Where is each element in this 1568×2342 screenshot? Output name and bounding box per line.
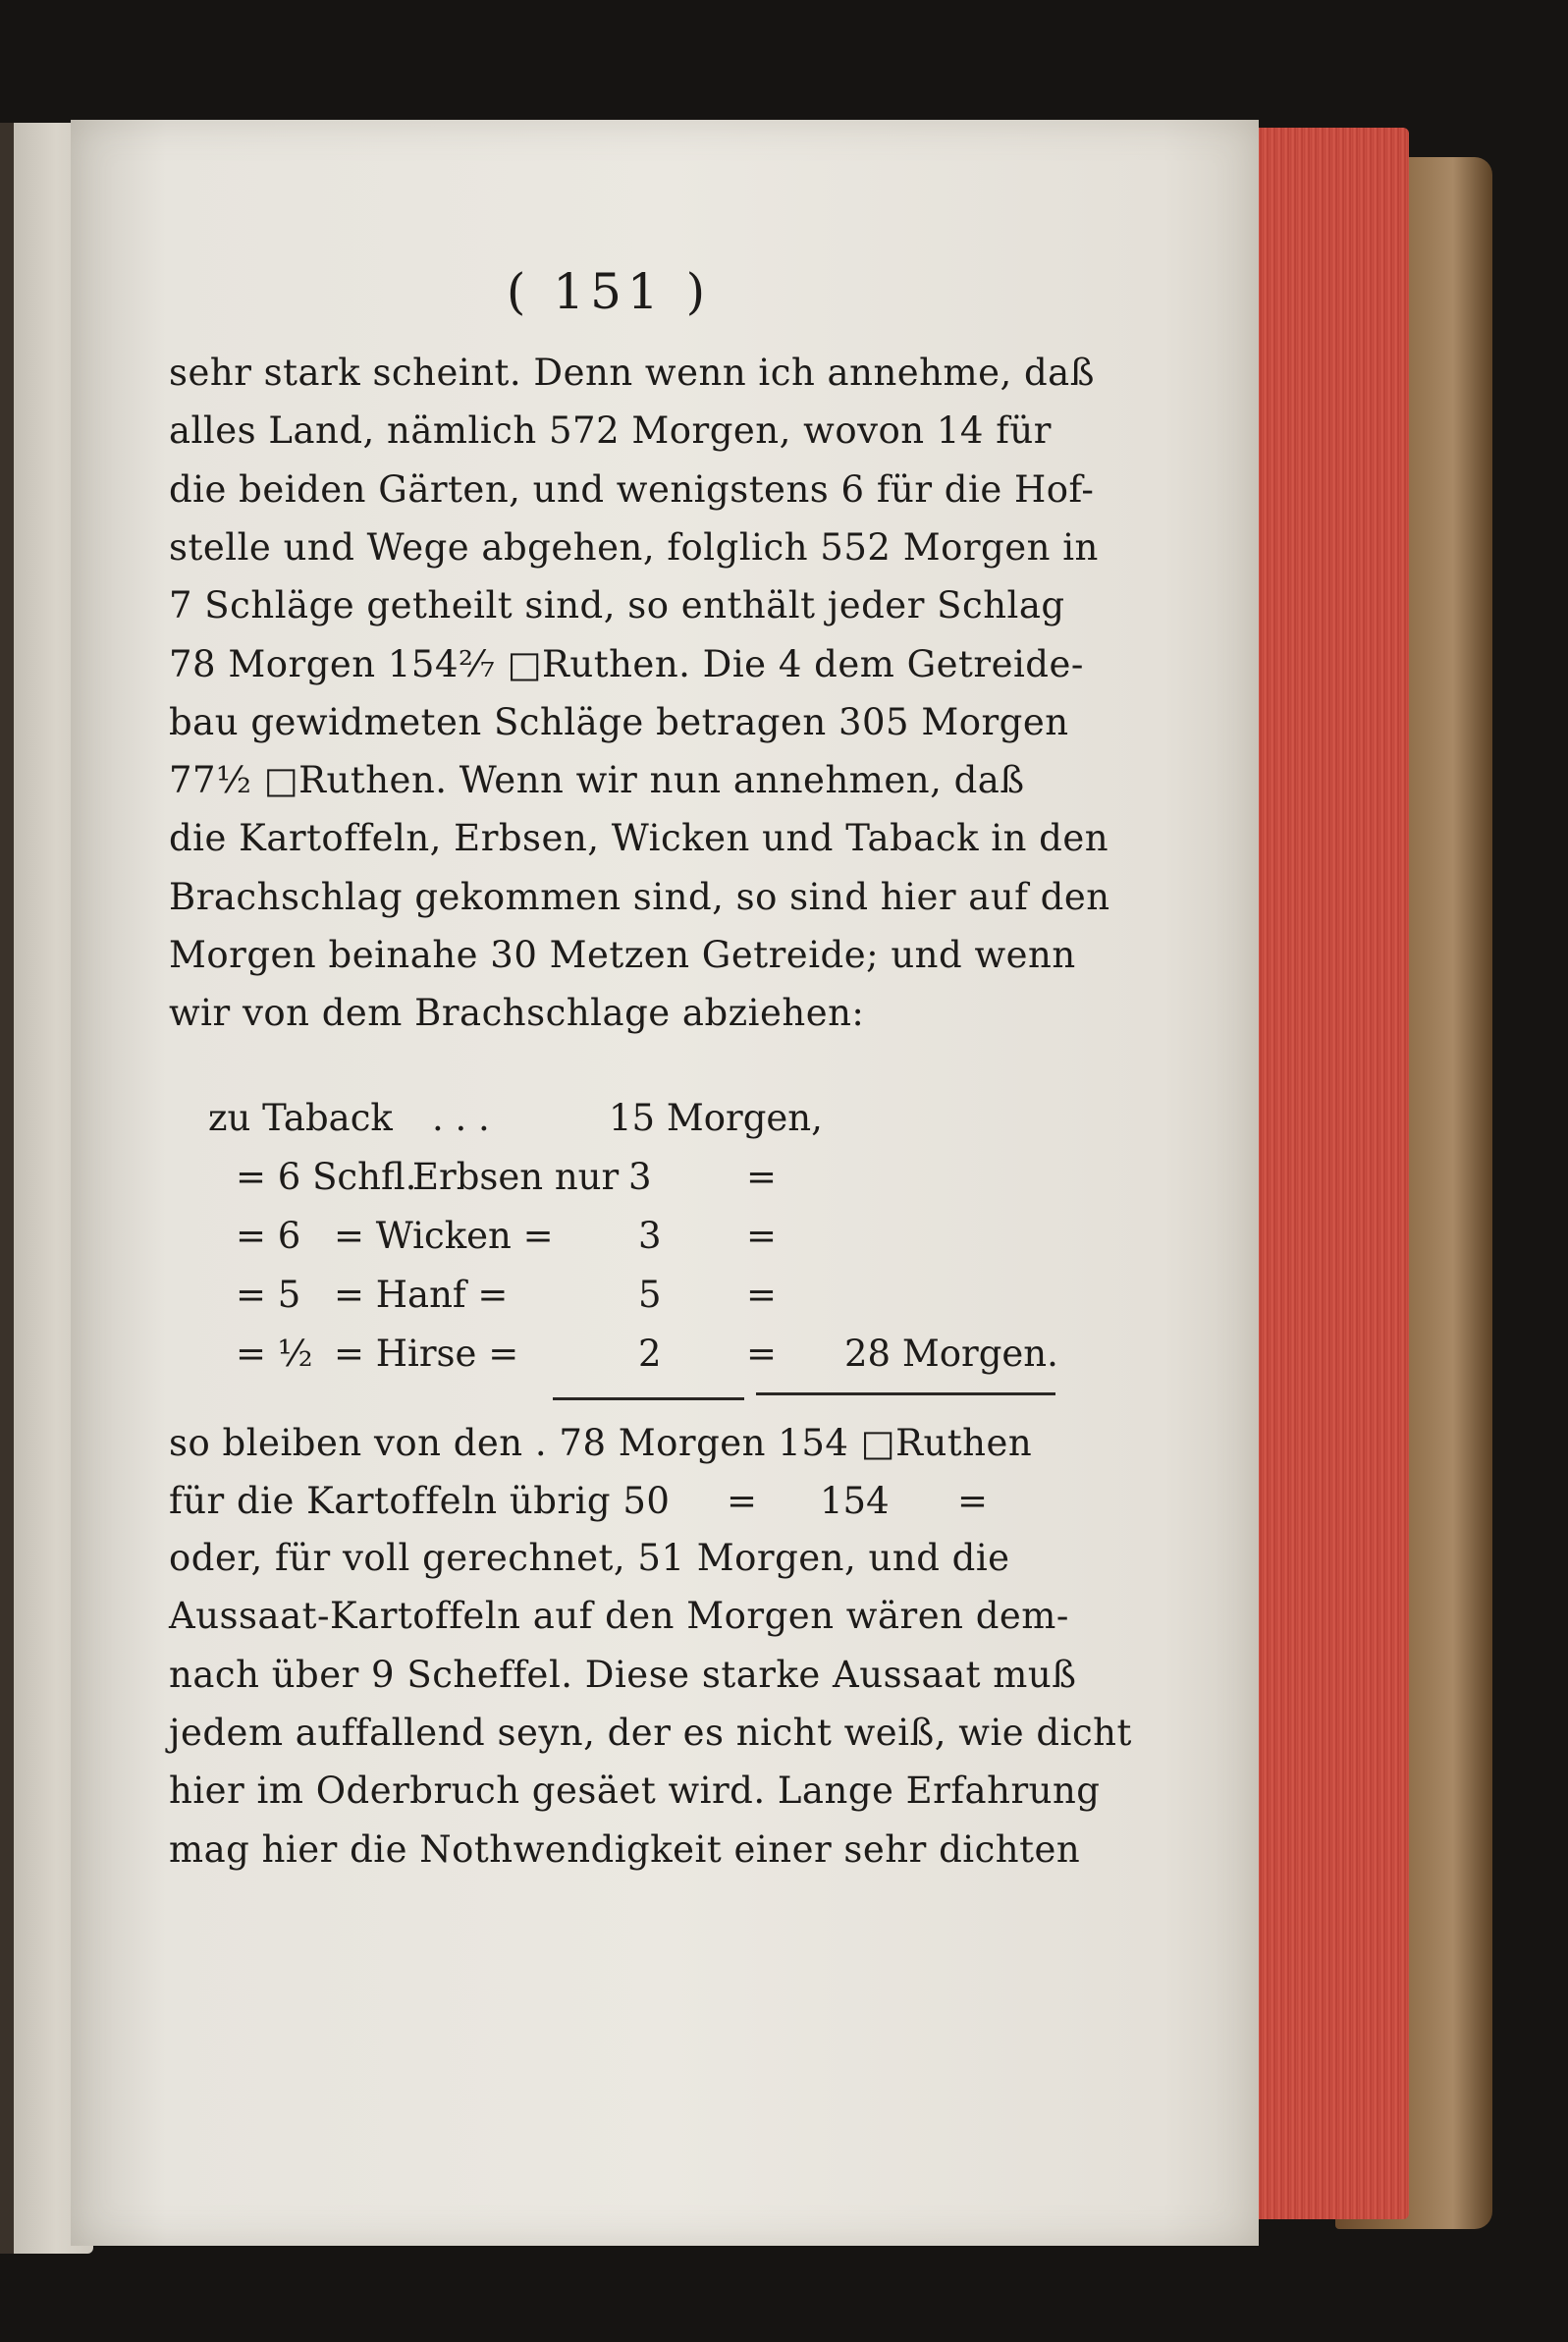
table-cell-prefix: = 6 Schfl. [236,1156,417,1198]
table-cell-value: 15 Morgen, [609,1097,823,1139]
table-cell-item: = Wicken = [334,1215,554,1257]
table-cell-item: Erbsen nur [412,1156,620,1198]
table-cell-unit: = [746,1215,778,1257]
page-number: ( 151 ) [506,263,712,320]
paragraph_2-line: oder, für voll gerechnet, 51 Morgen, und die [169,1537,1010,1579]
paragraph_2-line: hier im Oderbruch gesäet wird. Lange Erfahrung [169,1770,1101,1813]
paragraph_1-line: Morgen beinahe 30 Metzen Getreide; und wenn [169,934,1076,976]
paragraph_1-line: bau gewidmeten Schläge betragen 305 Morgen [169,700,1069,743]
remainder-line-2-end: = [957,1480,989,1522]
table-cell-value: 2 [638,1333,662,1375]
paragraph_1-line: wir von dem Brachschlage abziehen: [169,992,865,1035]
left-page-edge [0,123,14,2254]
paragraph_2-line: nach über 9 Scheffel. Diese starke Aussaat muß [169,1653,1077,1696]
table-cell-prefix: = 6 [236,1215,301,1257]
table-cell-unit: = [746,1156,778,1198]
table-cell-prefix: = ½ [236,1333,313,1375]
table-cell-prefix: = 5 [236,1274,301,1316]
table-cell-prefix: zu Taback [208,1097,393,1139]
table-cell-total: 28 Morgen. [844,1333,1058,1375]
table-cell-item: . . . [432,1097,490,1139]
paragraph_1-line: 7 Schläge getheilt sind, so enthält jeder Schlag [169,584,1065,627]
paragraph_1-line: 78 Morgen 154²⁄₇ □Ruthen. Die 4 dem Getreide- [169,642,1084,685]
paragraph_2-line: mag hier die Nothwendigkeit einer sehr dichten [169,1827,1081,1871]
table-cell-item: = Hanf = [334,1274,509,1316]
table-cell-value: 3 [628,1156,652,1198]
table-cell-item: = Hirse = [334,1333,519,1375]
table-cell-unit: = [746,1333,778,1375]
red-page-edges [1242,128,1409,2219]
paragraph_1-line: die beiden Gärten, und wenigstens 6 für die Hof- [169,467,1095,511]
remainder-line-2-value: 154 [820,1480,890,1522]
remainder-line-2-label: für die Kartoffeln übrig 50 [169,1480,671,1522]
paragraph_2-line: Aussaat-Kartoffeln auf den Morgen wären dem- [169,1595,1069,1638]
remainder-line-1: so bleiben von den . 78 Morgen 154 □Ruthen [169,1422,1033,1464]
table-cell-value: 3 [638,1215,662,1257]
sum-rule-left [553,1397,744,1400]
paragraph_1-line: die Kartoffeln, Erbsen, Wicken und Taback in den [169,817,1109,860]
paragraph_1-line: Brachschlag gekommen sind, so sind hier auf den [169,875,1110,918]
paragraph_1-line: alles Land, nämlich 572 Morgen, wovon 14 für [169,409,1052,453]
remainder-line-2-mid: = [727,1480,758,1522]
paragraph_2-line: jedem auffallend seyn, der es nicht weiß, wie dicht [169,1711,1132,1754]
table-cell-value: 5 [638,1274,662,1316]
sum-rule-right [756,1392,1055,1395]
table-cell-unit: = [746,1274,778,1316]
paragraph_1-line: 77½ □Ruthen. Wenn wir nun annehmen, daß [169,759,1025,802]
paragraph_1-line: sehr stark scheint. Denn wenn ich annehme, daß [169,352,1095,394]
paragraph_1-line: stelle und Wege abgehen, folglich 552 Morgen in [169,525,1099,569]
